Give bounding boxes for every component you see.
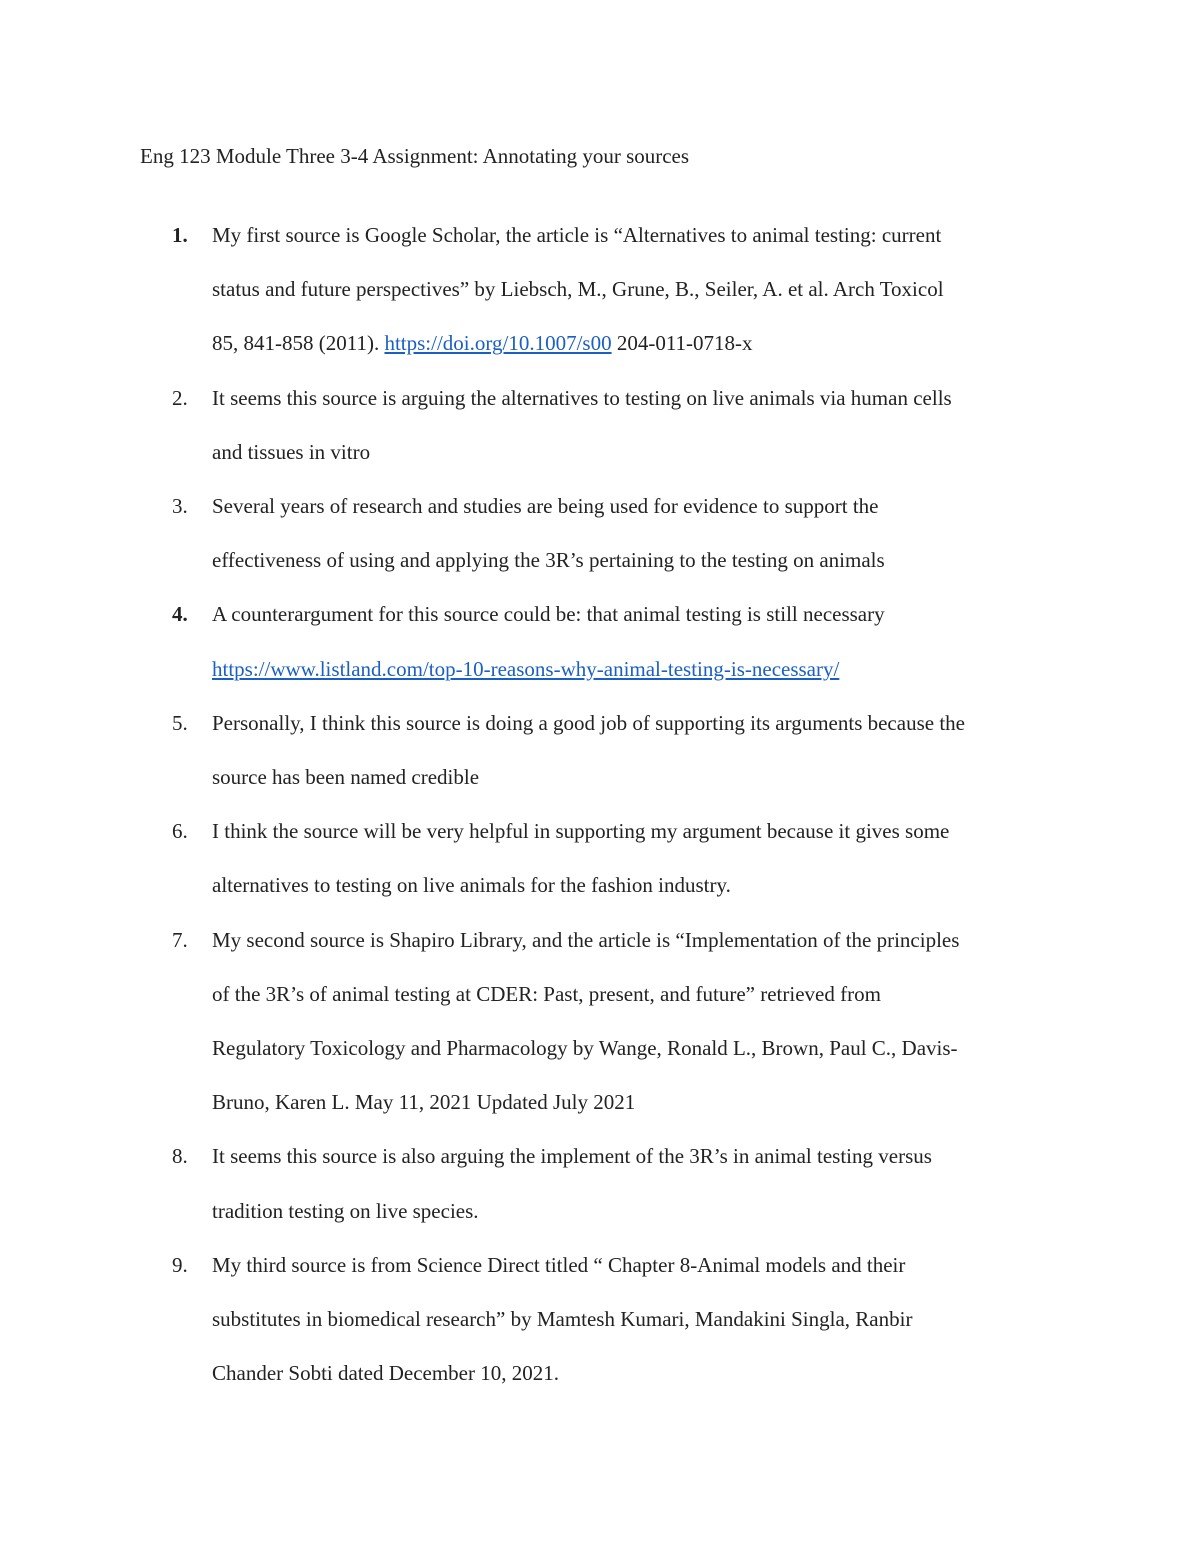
list-number: 7. [172,927,188,952]
document-title: Eng 123 Module Three 3-4 Assignment: Annotating your sources [140,144,690,168]
listland-link[interactable]: https://www.listland.com/top-10-reasons-why-animal-testing-is-necessary/ [212,656,840,681]
list-text-line: and tissues in vitro [212,439,371,464]
list-text-line: My third source is from Science Direct titled “ Chapter 8-Animal models and their [212,1252,906,1277]
list-text-line: Regulatory Toxicology and Pharmacology by Wange, Ronald L., Brown, Paul C., Davis- [212,1036,958,1061]
list-number: 5. [172,710,188,735]
list-text-line: My first source is Google Scholar, the article is “Alternatives to animal testing: current [212,223,942,247]
list-text-line: I think the source will be very helpful in supporting my argument because it gives some [212,819,950,844]
list-item-7 [0,913,1072,1130]
list-text-line: Several years of research and studies are being used for evidence to support the [212,494,879,519]
list-number: 1. [172,223,188,247]
list-text-line: It seems this source is arguing the alternatives to testing on live animals via human cells [212,385,952,410]
list-number: 8. [172,1144,188,1169]
list-text-line: Personally, I think this source is doing a good job of supporting its arguments because the [212,710,965,735]
doi-link[interactable]: https://doi.org/10.1007/s00 [384,331,612,356]
list-item-6 [0,804,1072,912]
list-item-5 [0,696,1072,804]
list-item-1 [0,208,1072,371]
list-text-line: of the 3R’s of animal testing at CDER: Past, present, and future” retrieved from [212,981,881,1006]
list-text-line [212,316,1072,370]
list-item-3 [0,479,1072,587]
list-number: 4. [172,602,188,627]
list-text-line: A counterargument for this source could be: that animal testing is still necessary [212,602,885,627]
annotation-list [0,208,1200,1400]
list-text-line: alternatives to testing on live animals for the fashion industry. [212,873,731,898]
list-number: 3. [172,494,188,519]
citation-tail: 204-011-0718-x [616,331,753,356]
list-text-line: tradition testing on live species. [212,1198,479,1223]
list-text-line: effectiveness of using and applying the 3R’s pertaining to the testing on animals [212,548,885,573]
list-number: 6. [172,819,188,844]
list-text-line [212,642,1072,696]
list-item-4 [0,587,1072,695]
list-number: 2. [172,385,188,410]
citation-text: 85, 841-858 (2011). [212,331,380,356]
list-item-8 [0,1129,1072,1237]
list-text-line: Chander Sobti dated December 10, 2021. [212,1361,559,1386]
list-text-line: It seems this source is also arguing the implement of the 3R’s in animal testing versus [212,1144,932,1169]
list-number: 9. [172,1252,188,1277]
list-text-line: source has been named credible [212,765,480,790]
list-text-line: substitutes in biomedical research” by Mamtesh Kumari, Mandakini Singla, Ranbir [212,1307,913,1332]
list-item-9 [0,1238,1072,1401]
list-text-line: My second source is Shapiro Library, and the article is “Implementation of the principles [212,927,960,952]
list-text-line: status and future perspectives” by Liebsch, M., Grune, B., Seiler, A. et al. Arch Toxicol [212,277,944,302]
list-text-line: Bruno, Karen L. May 11, 2021 Updated July 2021 [212,1090,636,1115]
list-item-2 [0,371,1072,479]
